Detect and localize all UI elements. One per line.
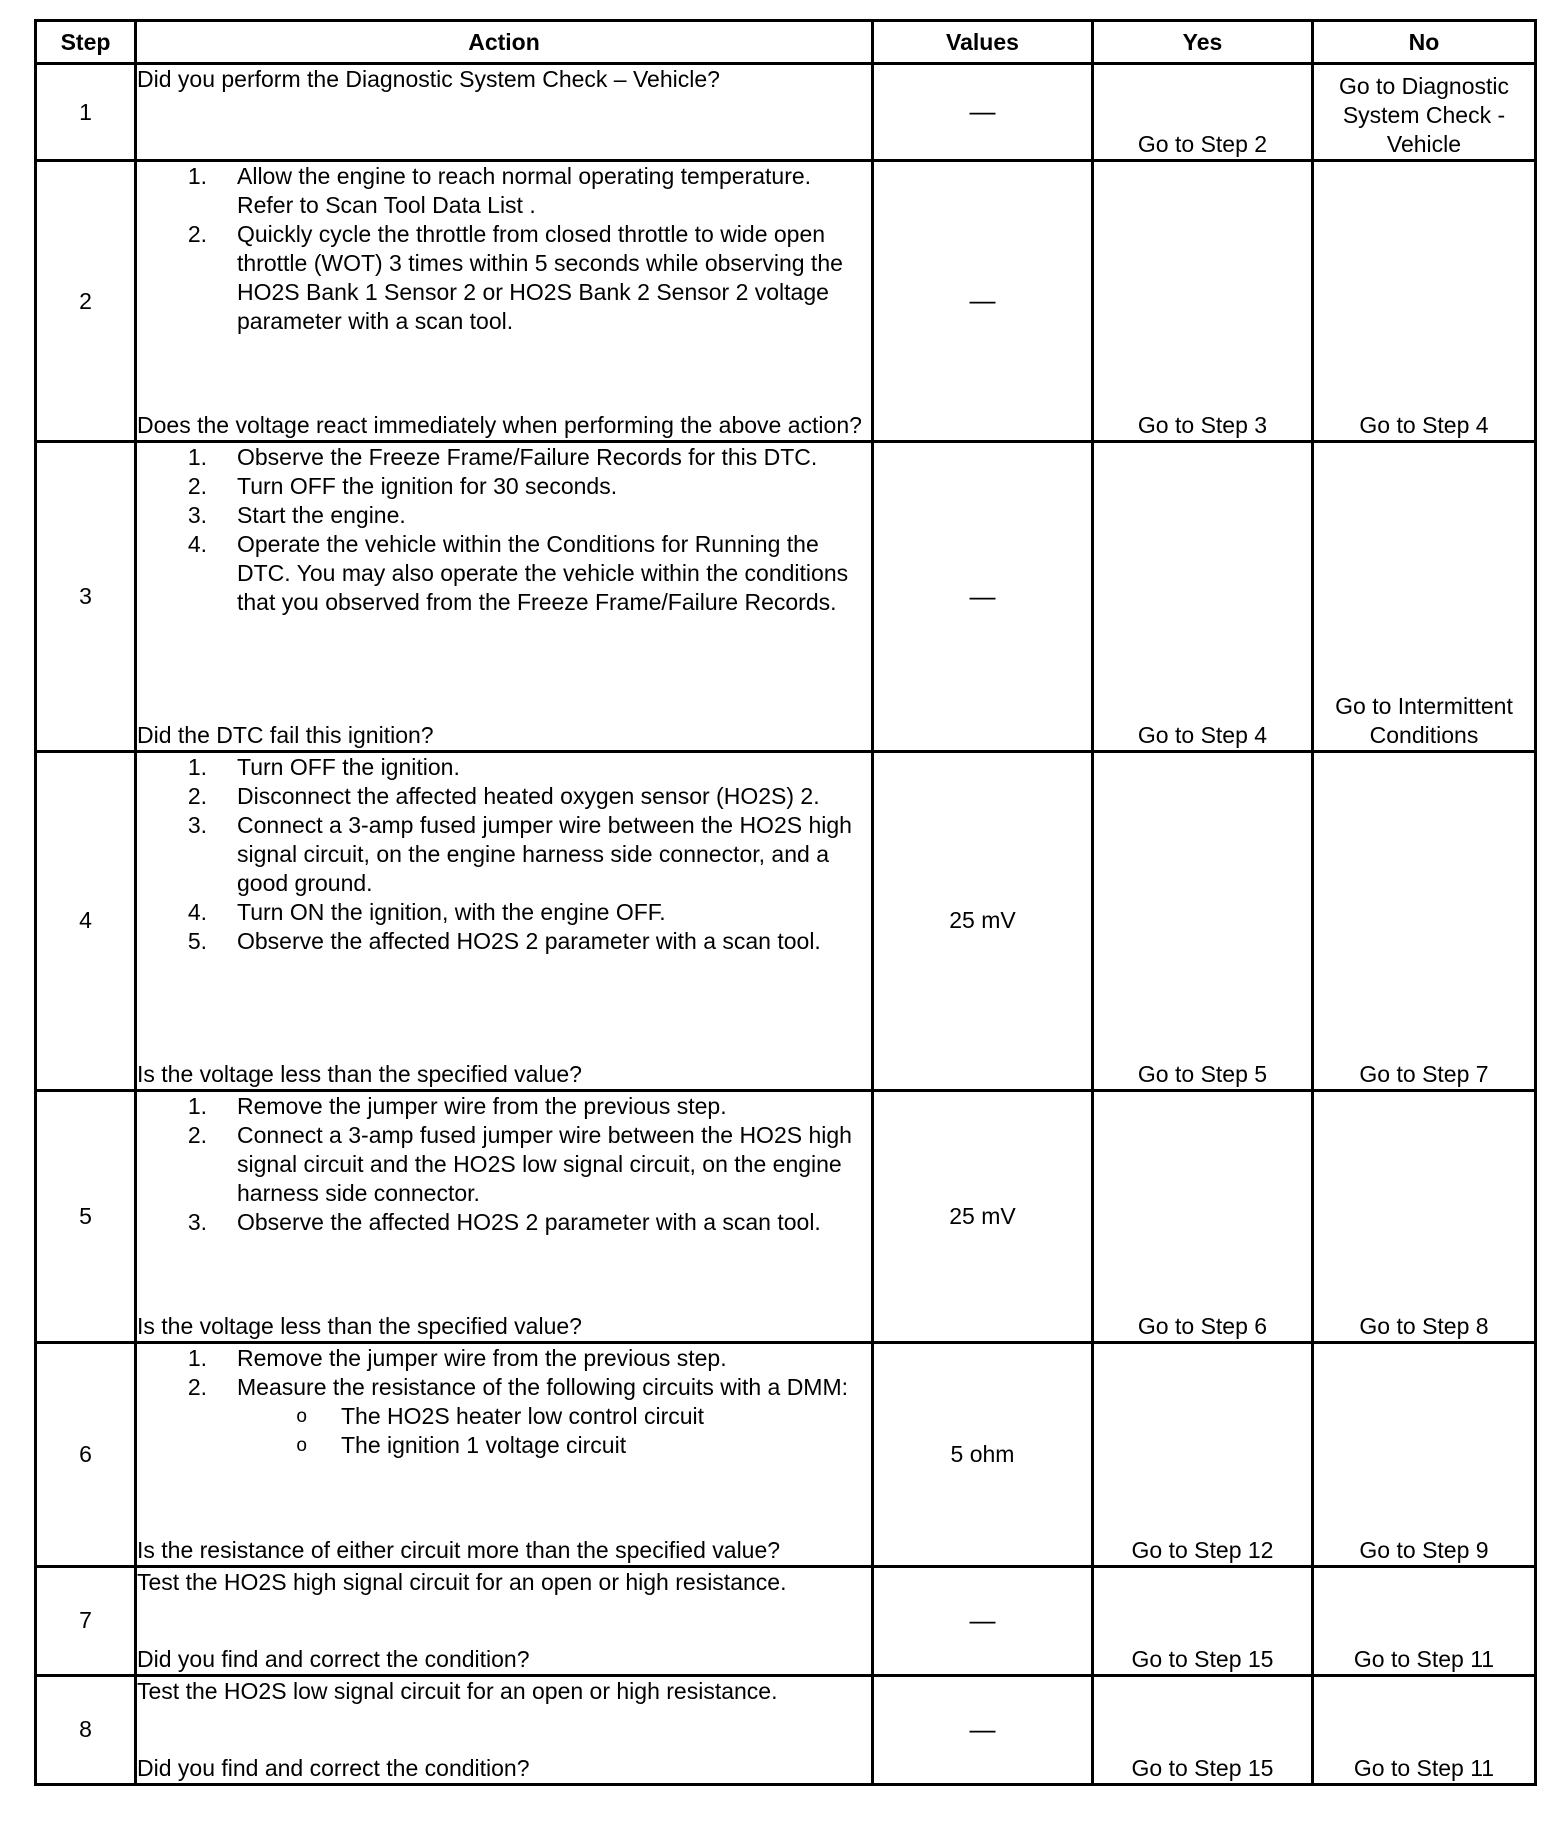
- item-text: The HO2S heater low control circuit: [341, 1402, 705, 1429]
- value-cell: [873, 442, 1093, 752]
- item-number: 2.: [187, 1373, 207, 1400]
- item-number: 1.: [187, 163, 207, 190]
- table-row: [36, 161, 1536, 442]
- item-text: Observe the affected HO2S 2 parameter with a scan tool.: [237, 928, 821, 955]
- no-link[interactable]: Go to Step 11: [1313, 1566, 1536, 1675]
- action-step-item: [137, 1208, 871, 1237]
- item-text: Turn OFF the ignition.: [237, 754, 460, 781]
- action-question: Did you find and correct the condition?: [137, 1755, 530, 1781]
- value-cell: [873, 161, 1093, 442]
- item-text: Allow the engine to reach normal operating temperature. Refer to Scan Tool Data List .: [237, 163, 812, 219]
- action-cell: [136, 64, 873, 161]
- bullet: o: [296, 1434, 307, 1456]
- action-step-item: [137, 898, 871, 927]
- action-cell: [136, 1342, 873, 1566]
- item-number: 3.: [187, 1208, 207, 1235]
- item-text: Remove the jumper wire from the previous step.: [237, 1344, 727, 1371]
- yes-link[interactable]: Go to Step 15: [1093, 1566, 1313, 1675]
- value-text: —: [969, 96, 996, 127]
- action-text: Test the HO2S low signal circuit for an open or high resistance.: [137, 1677, 778, 1704]
- diagnostic-table: [34, 19, 1537, 1786]
- step-number: 6: [36, 1342, 136, 1566]
- no-link[interactable]: Go to Diagnostic System Check - Vehicle: [1313, 64, 1536, 161]
- action-step-item: [137, 1344, 871, 1373]
- item-number: 1.: [187, 1092, 207, 1119]
- table-row: [36, 1342, 1536, 1566]
- step-number: 1: [36, 64, 136, 161]
- no-link[interactable]: Go to Step 11: [1313, 1675, 1536, 1784]
- action-cell: [136, 161, 873, 442]
- step-number: 8: [36, 1675, 136, 1784]
- item-number: 1.: [187, 1344, 207, 1371]
- item-text: Observe the Freeze Frame/Failure Records for this DTC.: [237, 444, 818, 471]
- action-step-item: [137, 753, 871, 782]
- action-question: Did you find and correct the condition?: [137, 1645, 530, 1672]
- action-step-item: [137, 782, 871, 811]
- action-steps: [137, 1344, 871, 1402]
- header-step: Step: [36, 21, 136, 64]
- header-action: Action: [136, 21, 873, 64]
- header-no: No: [1313, 21, 1536, 64]
- action-steps: [137, 443, 871, 617]
- no-link[interactable]: Go to Step 7: [1313, 752, 1536, 1090]
- item-number: 2.: [187, 1121, 207, 1148]
- item-text: Quickly cycle the throttle from closed throttle to wide open throttle (WOT) 3 times within 5 seconds while observing the HO2S Bank 1 Sensor 2 or HO2S Bank 2 Sensor 2 voltage parameter with a scan tool.: [237, 221, 843, 335]
- step-number: 3: [36, 442, 136, 752]
- action-text: Test the HO2S high signal circuit for an open or high resistance.: [137, 1568, 787, 1595]
- item-number: 1.: [187, 754, 207, 781]
- value-cell: [873, 1675, 1093, 1784]
- item-text: Connect a 3-amp fused jumper wire between the HO2S high signal circuit, on the engine harness side connector, and a good ground.: [237, 812, 852, 897]
- action-cell: [136, 442, 873, 752]
- item-number: 5.: [187, 928, 207, 955]
- action-step-item: [137, 1373, 871, 1402]
- value-text: 25 mV: [949, 907, 1016, 934]
- no-link[interactable]: Go to Step 8: [1313, 1090, 1536, 1342]
- yes-link[interactable]: Go to Step 5: [1093, 752, 1313, 1090]
- action-step-item: [137, 811, 871, 898]
- value-cell: [873, 1566, 1093, 1675]
- step-number: 5: [36, 1090, 136, 1342]
- step-number: 7: [36, 1566, 136, 1675]
- item-number: 4.: [187, 531, 207, 558]
- yes-link[interactable]: Go to Step 12: [1093, 1342, 1313, 1566]
- item-text: Disconnect the affected heated oxygen sensor (HO2S) 2.: [237, 783, 820, 810]
- action-step-item: [137, 443, 871, 472]
- step-number: 2: [36, 161, 136, 442]
- item-text: Remove the jumper wire from the previous step.: [237, 1092, 727, 1119]
- action-cell: [136, 1090, 873, 1342]
- action-steps: [137, 1092, 871, 1237]
- action-steps: [137, 162, 871, 336]
- action-question: Does the voltage react immediately when performing the above action?: [137, 412, 862, 439]
- value-cell: [873, 64, 1093, 161]
- table-row: [36, 442, 1536, 752]
- item-text: Turn ON the ignition, with the engine OFF.: [237, 899, 666, 926]
- action-cell: [136, 752, 873, 1090]
- item-text: The ignition 1 voltage circuit: [341, 1431, 627, 1458]
- value-text: —: [969, 285, 996, 316]
- action-question: Is the resistance of either circuit more than the specified value?: [137, 1536, 781, 1563]
- item-text: Start the engine.: [237, 502, 406, 529]
- action-step-item: [137, 530, 871, 617]
- item-number: 2.: [187, 783, 207, 810]
- yes-link[interactable]: Go to Step 2: [1093, 64, 1313, 161]
- bullet: o: [296, 1405, 307, 1427]
- item-text: Measure the resistance of the following circuits with a DMM:: [237, 1373, 849, 1400]
- value-cell: [873, 752, 1093, 1090]
- item-text: Observe the affected HO2S 2 parameter with a scan tool.: [237, 1208, 821, 1235]
- no-link[interactable]: Go to Intermittent Conditions: [1313, 442, 1536, 752]
- value-text: 25 mV: [949, 1202, 1016, 1229]
- item-text: Turn OFF the ignition for 30 seconds.: [237, 473, 618, 500]
- table-row: [36, 1090, 1536, 1342]
- action-step-item: [137, 220, 871, 336]
- action-cell: [136, 1566, 873, 1675]
- action-steps: [137, 753, 871, 956]
- action-question: Is the voltage less than the specified value?: [137, 1060, 582, 1087]
- value-text: —: [969, 580, 996, 611]
- action-step-item: [137, 927, 871, 956]
- action-question: Is the voltage less than the specified value?: [137, 1312, 582, 1339]
- value-cell: [873, 1090, 1093, 1342]
- action-step-item: [137, 162, 871, 220]
- item-text: Connect a 3-amp fused jumper wire between the HO2S high signal circuit and the HO2S low signal circuit, on the engine harness side connector.: [237, 1121, 852, 1206]
- action-step-item: [137, 501, 871, 530]
- item-number: 4.: [187, 899, 207, 926]
- action-cell: [136, 1675, 873, 1784]
- table-row: [36, 1675, 1536, 1784]
- step-number: 4: [36, 752, 136, 1090]
- item-number: 2.: [187, 473, 207, 500]
- item-number: 3.: [187, 502, 207, 529]
- no-link[interactable]: Go to Step 4: [1313, 161, 1536, 442]
- yes-link[interactable]: Go to Step 6: [1093, 1090, 1313, 1342]
- action-text: Did you perform the Diagnostic System Check – Vehicle?: [137, 66, 720, 92]
- action-subitem: [137, 1402, 871, 1431]
- value-text: —: [969, 1713, 996, 1744]
- item-text: Operate the vehicle within the Conditions for Running the DTC. You may also operate the vehicle within the conditions that you observed from the Freeze Frame/Failure Records.: [237, 531, 849, 616]
- yes-link[interactable]: Go to Step 4: [1093, 442, 1313, 752]
- value-text: —: [969, 1604, 996, 1635]
- table-row: [36, 64, 1536, 161]
- value-text: 5 ohm: [950, 1440, 1015, 1467]
- table-row: [36, 1566, 1536, 1675]
- action-step-item: [137, 1121, 871, 1208]
- action-subitem: [137, 1431, 871, 1460]
- header-row: [36, 21, 1536, 64]
- value-cell: [873, 1342, 1093, 1566]
- item-number: 1.: [187, 444, 207, 471]
- item-number: 3.: [187, 812, 207, 839]
- header-values: Values: [873, 21, 1093, 64]
- action-step-item: [137, 1092, 871, 1121]
- header-yes: Yes: [1093, 21, 1313, 64]
- yes-link[interactable]: Go to Step 15: [1093, 1675, 1313, 1784]
- item-number: 2.: [187, 221, 207, 248]
- no-link[interactable]: Go to Step 9: [1313, 1342, 1536, 1566]
- table-row: [36, 752, 1536, 1090]
- action-step-item: [137, 472, 871, 501]
- yes-link[interactable]: Go to Step 3: [1093, 161, 1313, 442]
- action-question: Did the DTC fail this ignition?: [137, 722, 434, 749]
- action-subitems: [137, 1402, 871, 1460]
